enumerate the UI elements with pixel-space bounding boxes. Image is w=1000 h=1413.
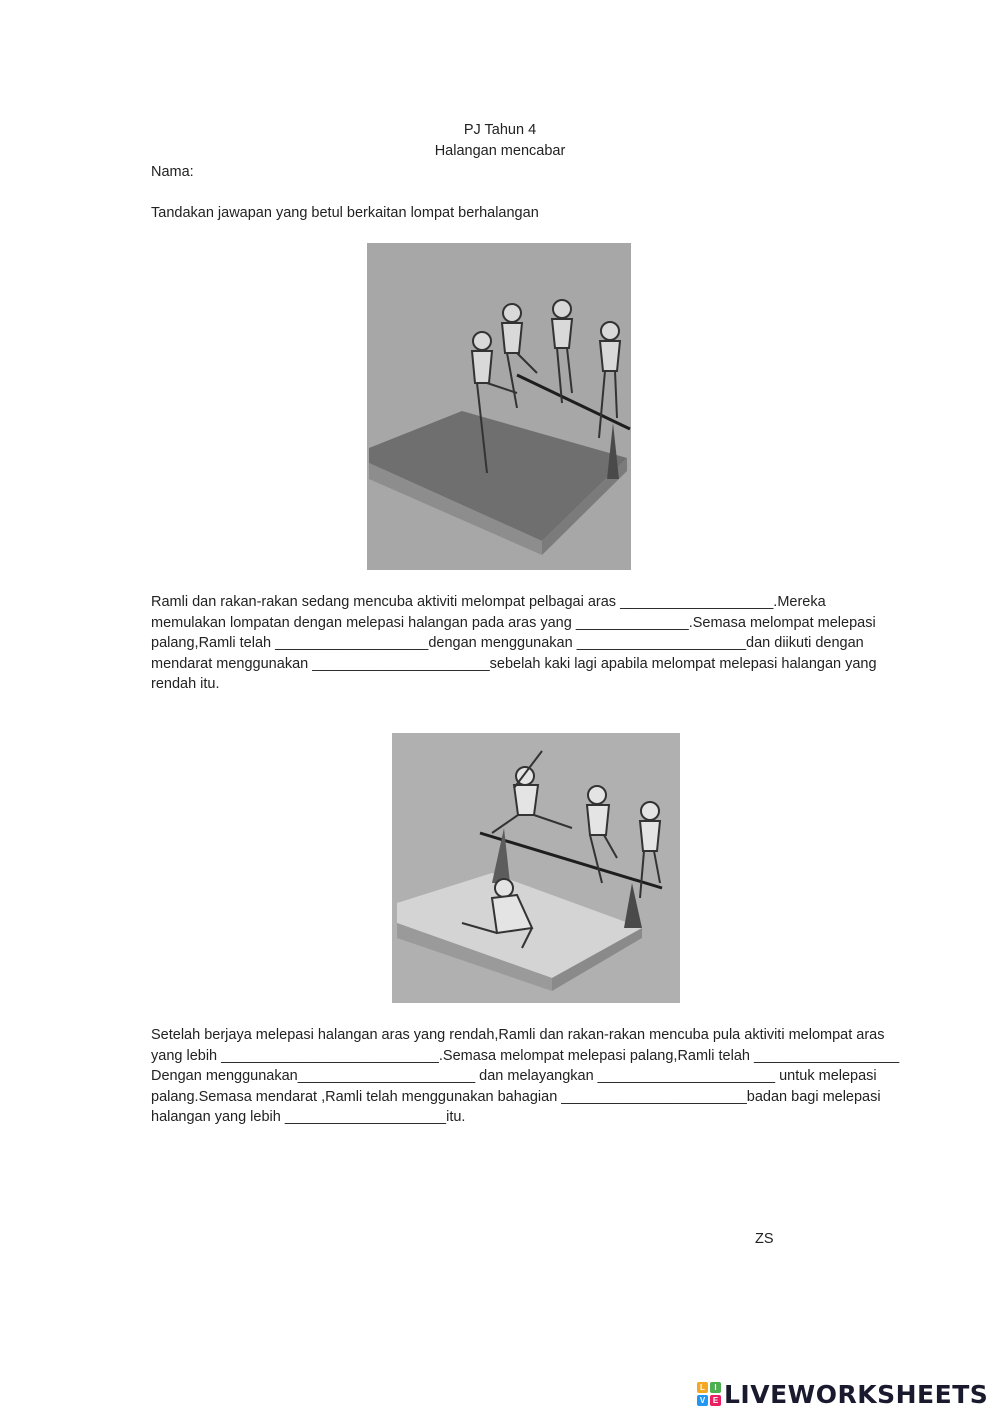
logo-letter: I	[710, 1382, 721, 1393]
high-hurdle-illustration	[392, 733, 680, 1003]
paragraph-line: mendarat menggunakan ______________________sebelah kaki lagi apabila melompat melepasi halangan yang	[151, 655, 877, 672]
paragraph-line: Ramli dan rakan-rakan sedang mencuba aktiviti melompat pelbagai aras ___________________.Mereka	[151, 594, 826, 610]
paragraph-high-hurdle	[151, 1025, 926, 1128]
logo-mark-icon	[697, 1382, 721, 1406]
paragraph-line: Dengan menggunakan______________________ dan melayangkan ______________________ untuk melepasi	[151, 1068, 877, 1084]
paragraph-line: rendah itu.	[151, 676, 220, 692]
paragraph-line: palang.Semasa mendarat ,Ramli telah menggunakan bahagian _______________________badan bagi melepasi	[151, 1088, 881, 1105]
paragraph-line: memulakan lompatan dengan melepasi halangan pada aras yang ______________.Semasa melompat melepasi	[151, 614, 876, 631]
instruction-text: Tandakan jawapan yang betul berkaitan lompat berhalangan	[151, 205, 539, 221]
paragraph-low-hurdle	[151, 592, 926, 695]
worksheet-title: PJ Tahun 4	[463, 122, 537, 138]
low-hurdle-illustration	[367, 243, 631, 570]
logo-letter: V	[697, 1395, 708, 1406]
logo-letter: E	[710, 1395, 721, 1406]
logo-letter: L	[697, 1382, 708, 1393]
liveworksheets-logo	[697, 1378, 988, 1410]
paragraph-line: Setelah berjaya melepasi halangan aras yang rendah,Ramli dan rakan-rakan mencuba pula aktiviti melompat aras	[151, 1027, 885, 1043]
paragraph-line: palang,Ramli telah ___________________dengan menggunakan _____________________dan diikuti dengan	[151, 635, 864, 651]
author-initials: ZS	[755, 1231, 774, 1247]
paragraph-line: yang lebih ___________________________.Semasa melompat melepasi palang,Ramli telah __________________	[151, 1047, 900, 1064]
logo-text: LIVEWORKSHEETS	[724, 1379, 989, 1409]
paragraph-line: halangan yang lebih ____________________itu.	[151, 1109, 466, 1125]
name-label: Nama:	[151, 164, 194, 180]
worksheet-subtitle: Halangan mencabar	[434, 143, 566, 159]
